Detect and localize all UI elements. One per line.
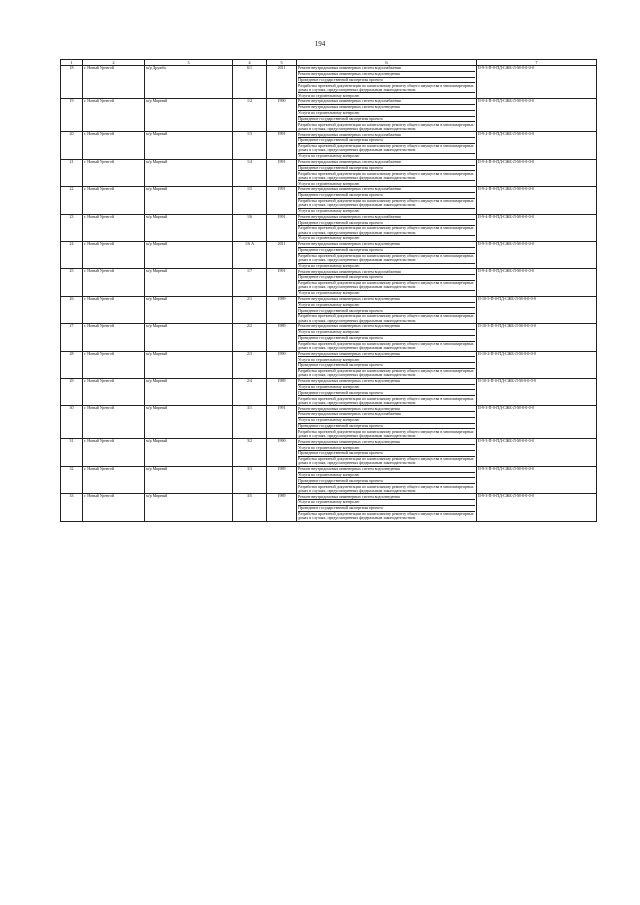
- district-cell: м/р Мирный: [145, 406, 233, 439]
- work-item: Разработка проектной документации по капитальному ремонту общего имущества в многоквартирных домах в случаях, предусмотренных федеральным законодательством: [298, 170, 474, 180]
- row-number-cell: 18: [61, 66, 83, 99]
- work-item: Ремонт внутридомовых инженерных систем водоотведения: [298, 324, 475, 330]
- work-item: Услуги по строительному контролю: [298, 208, 360, 214]
- works-cell: [297, 241, 477, 268]
- table-row: [61, 99, 597, 132]
- work-item: Услуги по строительному контролю: [298, 153, 360, 159]
- work-item: Разработка проектной документации по капитальному ремонту общего имущества в многоквартирных домах в случаях, предусмотренных федеральным законодательством: [298, 510, 474, 521]
- work-item: Проведение государственной экспертизы проекта: [298, 506, 475, 512]
- table-row: [61, 187, 597, 214]
- house-number-cell: 2/3: [233, 351, 267, 378]
- code-cell: II-10-2-П-0-ПД-СЖБ-Л-М-0-0-0-0: [477, 378, 597, 405]
- works-cell: [297, 187, 477, 214]
- work-item: Разработка проектной документации по капитальному ремонту общего имущества в многоквартирных домах в случаях, предусмотренных федеральным законодательством: [298, 428, 474, 438]
- row-number-cell: 27: [61, 324, 83, 351]
- code-cell: II-9-3-П-0-ПД-СЖБ-Л-М-0-0-0-0: [477, 406, 597, 439]
- work-item: Проведение государственной экспертизы проекта: [298, 78, 475, 84]
- district-cell: м/р Мирный: [145, 132, 233, 159]
- house-number-cell: 1/5: [233, 187, 267, 214]
- code-cell: II-9-4-П-0-ПД-СЖБ-Л-М-0-0-0-0: [477, 159, 597, 186]
- page-number: 194: [314, 40, 326, 48]
- house-number-cell: 1/3: [233, 132, 267, 159]
- work-item: Разработка проектной документации по капитальному ремонту общего имущества в многоквартирных домах в случаях, предусмотренных федеральным законодательством: [298, 252, 474, 263]
- works-cell: [297, 466, 477, 493]
- work-item: Проведение государственной экспертизы проекта: [298, 220, 475, 226]
- work-item: Ремонт внутридомовых инженерных систем водоотведения: [298, 406, 475, 412]
- works-cell: [297, 99, 477, 132]
- year-cell: 1990: [267, 99, 297, 132]
- work-item: Ремонт внутридомовых инженерных систем водоотведения: [298, 72, 475, 78]
- table-row: [61, 494, 597, 521]
- work-item: Проведение государственной экспертизы проекта: [298, 166, 475, 172]
- work-item: Проведение государственной экспертизы проекта: [298, 451, 475, 457]
- table-row: [61, 66, 597, 99]
- work-item: Проведение государственной экспертизы проекта: [298, 275, 475, 281]
- header-cell: 7: [477, 60, 597, 66]
- district-cell: м/р Мирный: [145, 159, 233, 186]
- work-item: Услуги по строительному контролю: [298, 418, 475, 424]
- house-number-cell: 1/2: [233, 99, 267, 132]
- work-item: Ремонт внутридомовых инженерных систем водоотведения: [298, 105, 475, 111]
- year-cell: 1991: [267, 269, 297, 296]
- district-cell: м/р Мирный: [145, 187, 233, 214]
- code-cell: II-9-2-П-0-ПД-СЖБ-Л-М-0-0-0-0: [477, 132, 597, 159]
- table-row: [61, 324, 597, 351]
- city-cell: г. Новый Уренгой: [83, 324, 145, 351]
- row-number-cell: 23: [61, 214, 83, 241]
- house-number-cell: 1/6 А: [233, 241, 267, 268]
- table-row: [61, 269, 597, 296]
- work-item: Ремонт внутридомовых инженерных систем водоснабжения: [298, 187, 475, 193]
- district-cell: м/р Мирный: [145, 494, 233, 521]
- work-item: Услуги по строительному контролю: [298, 180, 360, 186]
- city-cell: г. Новый Уренгой: [83, 351, 145, 378]
- work-item: Проведение государственной экспертизы проекта: [298, 308, 475, 314]
- table-row: [61, 466, 597, 493]
- work-item: Ремонт внутридомовых инженерных систем водоснабжения: [298, 66, 475, 72]
- work-item: Услуги по строительному контролю: [298, 473, 475, 479]
- work-item: Разработка проектной документации по капитальному ремонту общего имущества в многоквартирных домах в случаях, предусмотренных федеральным законодательством: [298, 280, 474, 290]
- works-cell: [297, 66, 477, 99]
- header-cell: 1: [61, 60, 83, 66]
- city-cell: г. Новый Уренгой: [83, 99, 145, 132]
- city-cell: г. Новый Уренгой: [83, 187, 145, 214]
- work-item: Проведение государственной экспертизы проекта: [298, 363, 475, 369]
- work-item: Ремонт внутридомовых инженерных систем водоснабжения: [298, 160, 475, 166]
- work-item: Проведение государственной экспертизы проекта: [298, 138, 475, 144]
- row-number-cell: 21: [61, 159, 83, 186]
- work-item: Разработка проектной документации по капитальному ремонту общего имущества в многоквартирных домах в случаях, предусмотренных федеральным законодательством: [298, 143, 474, 153]
- work-item: Ремонт внутридомовых инженерных систем водоотведения: [298, 467, 475, 473]
- house-number-cell: 3/2: [233, 439, 267, 466]
- city-cell: г. Новый Уренгой: [83, 269, 145, 296]
- work-item: Ремонт внутридомовых инженерных систем водоснабжения: [298, 99, 475, 105]
- year-cell: 1991: [267, 187, 297, 214]
- works-cell: [297, 159, 477, 186]
- house-number-cell: 3/5: [233, 494, 267, 521]
- table-row: [61, 351, 597, 378]
- works-cell: [297, 494, 477, 521]
- year-cell: 1991: [267, 159, 297, 186]
- code-cell: II-9-3-П-0-ПД-СЖБ-Л-М-0-0-0-0: [477, 241, 597, 268]
- work-item: Разработка проектной документации по капитальному ремонту общего имущества в многоквартирных домах в случаях, предусмотренных федеральным законодательством: [298, 368, 474, 378]
- city-cell: г. Новый Уренгой: [83, 378, 145, 405]
- header-cell: 3: [145, 60, 233, 66]
- row-number-cell: 20: [61, 132, 83, 159]
- work-item: Услуги по строительному контролю: [298, 111, 475, 117]
- year-cell: 1989: [267, 296, 297, 323]
- house-number-cell: 2/1: [233, 296, 267, 323]
- work-item: Ремонт внутридомовых инженерных систем водоснабжения: [298, 269, 475, 275]
- code-cell: II-9-2-П-0-ПД-СЖБ-Л-М-0-0-0-0: [477, 187, 597, 214]
- house-number-cell: 3/1: [233, 406, 267, 439]
- work-item: Проведение государственной экспертизы проекта: [298, 248, 475, 254]
- city-cell: г. Новый Уренгой: [83, 159, 145, 186]
- code-cell: II-10-2-П-0-ПД-СЖБ-Л-М-0-0-0-0: [477, 351, 597, 378]
- district-cell: м/р Мирный: [145, 241, 233, 268]
- year-cell: 1989: [267, 494, 297, 521]
- row-number-cell: 25: [61, 269, 83, 296]
- house-number-cell: 6/1: [233, 66, 267, 99]
- row-number-cell: 30: [61, 406, 83, 439]
- year-cell: 2011: [267, 66, 297, 99]
- work-item: Проведение государственной экспертизы проекта: [298, 390, 475, 396]
- district-cell: м/р Мирный: [145, 269, 233, 296]
- city-cell: г. Новый Уренгой: [83, 296, 145, 323]
- code-cell: II-10-5-П-0-ПД-СЖБ-Л-М-0-0-0-0: [477, 296, 597, 323]
- work-item: Услуги по строительному контролю: [298, 330, 475, 336]
- district-cell: м/р Мирный: [145, 466, 233, 493]
- year-cell: 1989: [267, 324, 297, 351]
- row-number-cell: 22: [61, 187, 83, 214]
- program-table: [60, 59, 597, 522]
- city-cell: г. Новый Уренгой: [83, 214, 145, 241]
- code-cell: II-9-3-П-0-ПД-СЖБ-Л-М-0-0-0-0: [477, 466, 597, 493]
- work-item: Услуги по строительному контролю: [298, 235, 360, 241]
- table-row: [61, 132, 597, 159]
- district-cell: м/р Дружба: [145, 66, 233, 99]
- work-item: Ремонт внутридомовых инженерных систем водоснабжения: [298, 412, 475, 418]
- header-cell: 5: [267, 60, 297, 66]
- works-cell: [297, 132, 477, 159]
- district-cell: м/р Мирный: [145, 214, 233, 241]
- year-cell: 2011: [267, 241, 297, 268]
- work-item: Ремонт внутридомовых инженерных систем водоснабжения: [298, 132, 475, 138]
- work-item: Услуги по строительному контролю: [298, 357, 475, 363]
- table-row: [61, 378, 597, 405]
- city-cell: г. Новый Уренгой: [83, 132, 145, 159]
- house-number-cell: 3/3: [233, 466, 267, 493]
- table-row: [61, 214, 597, 241]
- district-cell: м/р Мирный: [145, 351, 233, 378]
- code-cell: II-9-3-П-0-ПД-СЖБ-Л-М-0-0-0-0: [477, 439, 597, 466]
- row-number-cell: 26: [61, 296, 83, 323]
- year-cell: 1991: [267, 214, 297, 241]
- work-item: Услуги по строительному контролю: [298, 500, 475, 506]
- work-item: Ремонт внутридомовых инженерных систем водоотведения: [298, 494, 475, 500]
- work-item: Услуги по строительному контролю: [298, 290, 360, 296]
- city-cell: г. Новый Уренгой: [83, 66, 145, 99]
- work-item: Ремонт внутридомовых инженерных систем водоотведения: [298, 297, 475, 303]
- work-item: Ремонт внутридомовых инженерных систем водоотведения: [298, 439, 475, 445]
- district-cell: м/р Мирный: [145, 439, 233, 466]
- work-item: Разработка проектной документации по капитальному ремонту общего имущества в многоквартирных домах в случаях, предусмотренных федеральным законодательством: [298, 483, 474, 493]
- code-cell: II-9-3-П-0-ПД-СЖБ-Л-М-0-0-0-0: [477, 66, 597, 99]
- work-item: Проведение государственной экспертизы проекта: [298, 424, 475, 430]
- year-cell: 1990: [267, 439, 297, 466]
- row-number-cell: 32: [61, 466, 83, 493]
- row-number-cell: 29: [61, 378, 83, 405]
- table-row: [61, 406, 597, 439]
- city-cell: г. Новый Уренгой: [83, 406, 145, 439]
- code-cell: II-9-4-П-0-ПД-СЖБ-Л-М-0-0-0-0: [477, 99, 597, 132]
- row-number-cell: 19: [61, 99, 83, 132]
- district-cell: м/р Мирный: [145, 378, 233, 405]
- house-number-cell: 1/6: [233, 214, 267, 241]
- works-cell: [297, 439, 477, 466]
- house-number-cell: 1/7: [233, 269, 267, 296]
- year-cell: 1991: [267, 406, 297, 439]
- work-item: Разработка проектной документации по капитальному ремонту общего имущества в многоквартирных домах в случаях, предусмотренных федеральным законодательством: [298, 82, 474, 92]
- work-item: Разработка проектной документации по капитальному ремонту общего имущества в многоквартирных домах в случаях, предусмотренных федеральным законодательством: [298, 395, 474, 405]
- work-item: Услуги по строительному контролю: [298, 92, 360, 98]
- row-number-cell: 33: [61, 494, 83, 521]
- code-cell: II-9-4-П-0-ПД-СЖБ-Л-М-0-0-0-0: [477, 269, 597, 296]
- row-number-cell: 24: [61, 241, 83, 268]
- works-cell: [297, 296, 477, 323]
- year-cell: 1991: [267, 132, 297, 159]
- works-cell: [297, 406, 477, 439]
- table-row: [61, 296, 597, 323]
- work-item: Ремонт внутридомовых инженерных систем водоотведения: [298, 352, 475, 358]
- year-cell: 1989: [267, 378, 297, 405]
- row-number-cell: 31: [61, 439, 83, 466]
- district-cell: м/р Мирный: [145, 296, 233, 323]
- code-cell: II-9-3-П-0-ПД-СЖБ-Л-М-0-0-0-0: [477, 494, 597, 521]
- work-item: Проведение государственной экспертизы проекта: [298, 478, 475, 484]
- district-cell: м/р Мирный: [145, 99, 233, 132]
- work-item: Разработка проектной документации по капитальному ремонту общего имущества в многоквартирных домах в случаях, предусмотренных федеральным законодательством: [298, 121, 474, 131]
- work-item: Разработка проектной документации по капитальному ремонту общего имущества в многоквартирных домах в случаях, предусмотренных федеральным законодательством: [298, 313, 474, 323]
- works-cell: [297, 351, 477, 378]
- row-number-cell: 28: [61, 351, 83, 378]
- work-item: Разработка проектной документации по капитальному ремонту общего имущества в многоквартирных домах в случаях, предусмотренных федеральным законодательством: [298, 198, 474, 208]
- city-cell: г. Новый Уренгой: [83, 494, 145, 521]
- table-row: [61, 159, 597, 186]
- house-number-cell: 1/4: [233, 159, 267, 186]
- house-number-cell: 2/2: [233, 324, 267, 351]
- city-cell: г. Новый Уренгой: [83, 466, 145, 493]
- district-cell: м/р Мирный: [145, 324, 233, 351]
- work-item: Ремонт внутридомовых инженерных систем водоотведения: [298, 242, 475, 248]
- works-cell: [297, 214, 477, 241]
- city-cell: г. Новый Уренгой: [83, 439, 145, 466]
- works-cell: [297, 324, 477, 351]
- work-item: Разработка проектной документации по капитальному ремонту общего имущества в многоквартирных домах в случаях, предусмотренных федеральным законодательством: [298, 340, 474, 350]
- house-number-cell: 2/4: [233, 378, 267, 405]
- year-cell: 1989: [267, 466, 297, 493]
- table-row: [61, 439, 597, 466]
- works-cell: [297, 378, 477, 405]
- work-item: Услуги по строительному контролю: [298, 385, 475, 391]
- work-item: Проведение государственной экспертизы проекта: [298, 193, 475, 199]
- code-cell: II-10-3-П-0-ПД-СЖБ-Л-М-0-0-0-0: [477, 324, 597, 351]
- table-row: [61, 241, 597, 268]
- work-item: Ремонт внутридомовых инженерных систем водоснабжения: [298, 215, 475, 221]
- work-item: Проведение государственной экспертизы проекта: [298, 117, 475, 123]
- works-cell: [297, 269, 477, 296]
- code-cell: II-9-4-П-0-ПД-СЖБ-Л-М-0-0-0-0: [477, 214, 597, 241]
- header-cell: 6: [297, 60, 477, 66]
- year-cell: 1990: [267, 351, 297, 378]
- work-item: Разработка проектной документации по капитальному ремонту общего имущества в многоквартирных домах в случаях, предусмотренных федеральным законодательством: [298, 456, 474, 466]
- work-item: Проведение государственной экспертизы проекта: [298, 336, 475, 342]
- header-cell: 4: [233, 60, 267, 66]
- work-item: Услуги по строительному контролю: [298, 262, 360, 268]
- work-item: Ремонт внутридомовых инженерных систем водоотведения: [298, 379, 475, 385]
- city-cell: г. Новый Уренгой: [83, 241, 145, 268]
- work-item: Услуги по строительному контролю: [298, 303, 475, 309]
- work-item: Услуги по строительному контролю: [298, 445, 475, 451]
- work-item: Разработка проектной документации по капитальному ремонту общего имущества в многоквартирных домах в случаях, предусмотренных федеральным законодательством: [298, 225, 474, 235]
- header-cell: 2: [83, 60, 145, 66]
